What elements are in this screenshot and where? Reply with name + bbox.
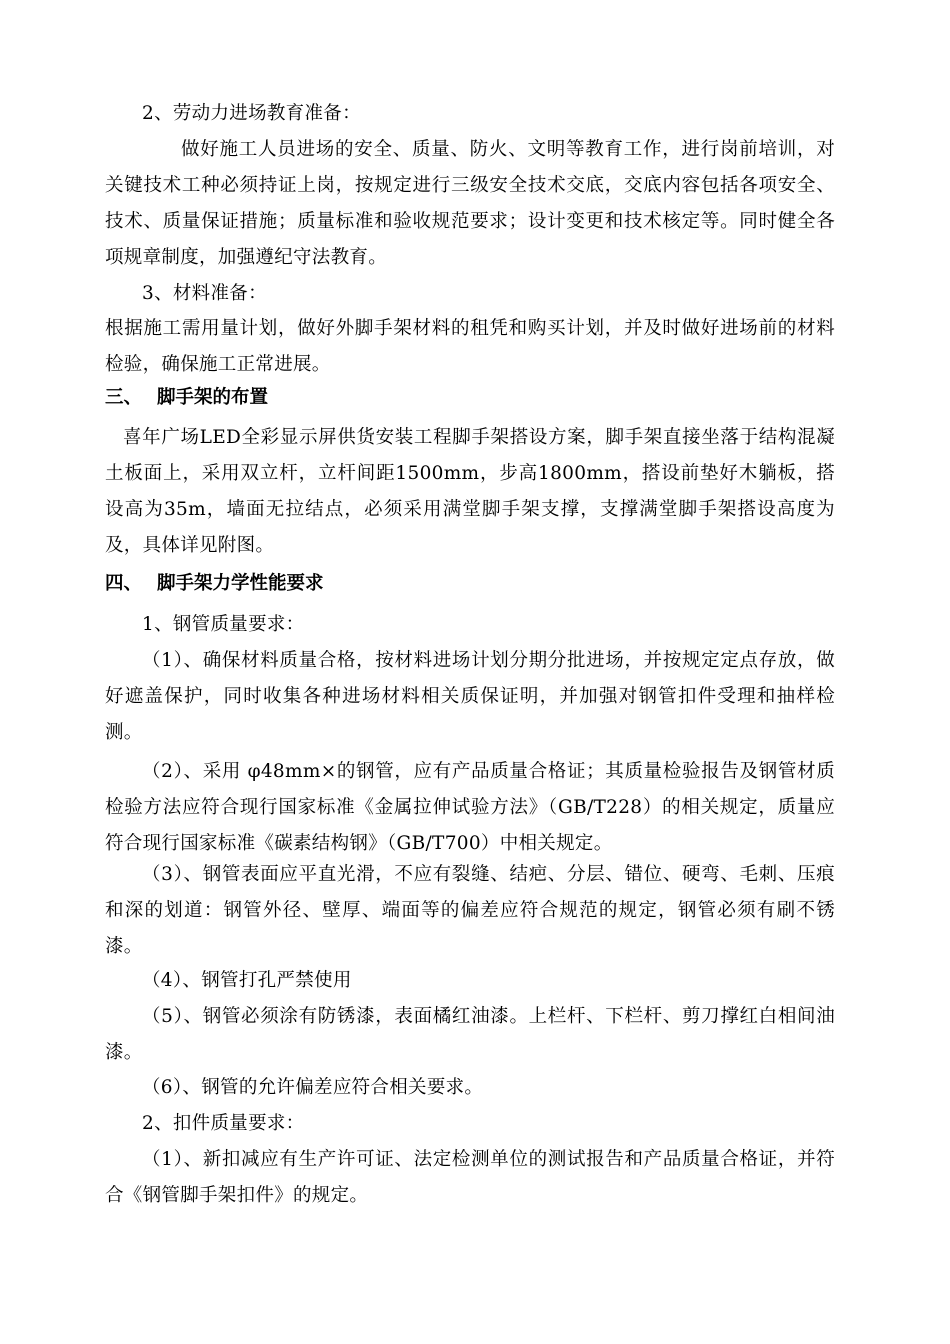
steel-pipe-item-1: （1）、确保材料质量合格，按材料进场计划分期分批进场，并按规定定点存放，做好遮盖保护，同时收集各种进场材料相关质保证明，并加强对钢管扣件受理和抽样检测。 [105, 650, 835, 743]
section-3-number: 三、 [105, 387, 143, 408]
labor-education-body: 做好施工人员进场的安全、质量、防火、文明等教育工作，进行岗前培训，对关键技术工种必须持证上岗，按规定进行三级安全技术交底，交底内容包括各项安全、技术、质量保证措施；质量标准和验收规范要求；设计变更和技术核定等。同时健全各项规章制度，加强遵纪守法教育。 [105, 139, 835, 268]
steel-pipe-item-3: （3）、钢管表面应平直光滑，不应有裂缝、结疤、分层、错位、硬弯、毛刺、压痕和深的划道：钢管外径、壁厚、端面等的偏差应符合规范的规定，钢管必须有刷不锈漆。 [105, 864, 835, 957]
steel-pipe-item-5: （5）、钢管必须涂有防锈漆，表面橘红油漆。上栏杆、下栏杆、剪刀撑红白相间油漆。 [105, 1006, 835, 1063]
section-3-heading [105, 380, 835, 416]
section-4-heading [105, 566, 835, 602]
fastener-item-1: （1）、新扣减应有生产许可证、法定检测单位的测试报告和产品质量合格证，并符合《钢管脚手架扣件》的规定。 [105, 1149, 835, 1206]
material-prep-body: 根据施工需用量计划，做好外脚手架材料的租凭和购买计划，并及时做好进场前的材料检验，确保施工正常进展。 [105, 318, 835, 375]
section-4-title: 脚手架力学性能要求 [157, 573, 324, 594]
labor-education-title: 2、劳动力进场教育准备： [142, 103, 361, 124]
steel-pipe-item-4: （4）、钢管打孔严禁使用 [142, 970, 352, 991]
steel-pipe-item-6: （6）、钢管的允许偏差应符合相关要求。 [142, 1077, 484, 1098]
steel-pipe-item-2: （2）、采用 φ48mm×的钢管，应有产品质量合格证；其质量检验报告及钢管材质检验方法应符合现行国家标准《金属拉伸试验方法》（GB/T228）的相关规定，质量应符合现行国家标准《碳素结构钢》（GB/T700）中相关规定。 [105, 761, 835, 854]
scaffold-layout-body: 喜年广场LED全彩显示屏供货安装工程脚手架搭设方案，脚手架直接坐落于结构混凝土板面上，采用双立杆，立杆间距1500mm，步高1800mm，搭设前垫好木躺板，搭设高为35m，墙面无拉结点，必须采用满堂脚手架支撑，支撑满堂脚手架搭设高度为及，具体详见附图。 [105, 427, 835, 556]
fastener-quality-title: 2、扣件质量要求： [142, 1113, 305, 1134]
steel-pipe-quality-title: 1、钢管质量要求： [142, 614, 305, 635]
section-4-number: 四、 [105, 573, 143, 594]
material-prep-title: 3、材料准备： [142, 283, 267, 304]
section-3-title: 脚手架的布置 [157, 387, 269, 408]
